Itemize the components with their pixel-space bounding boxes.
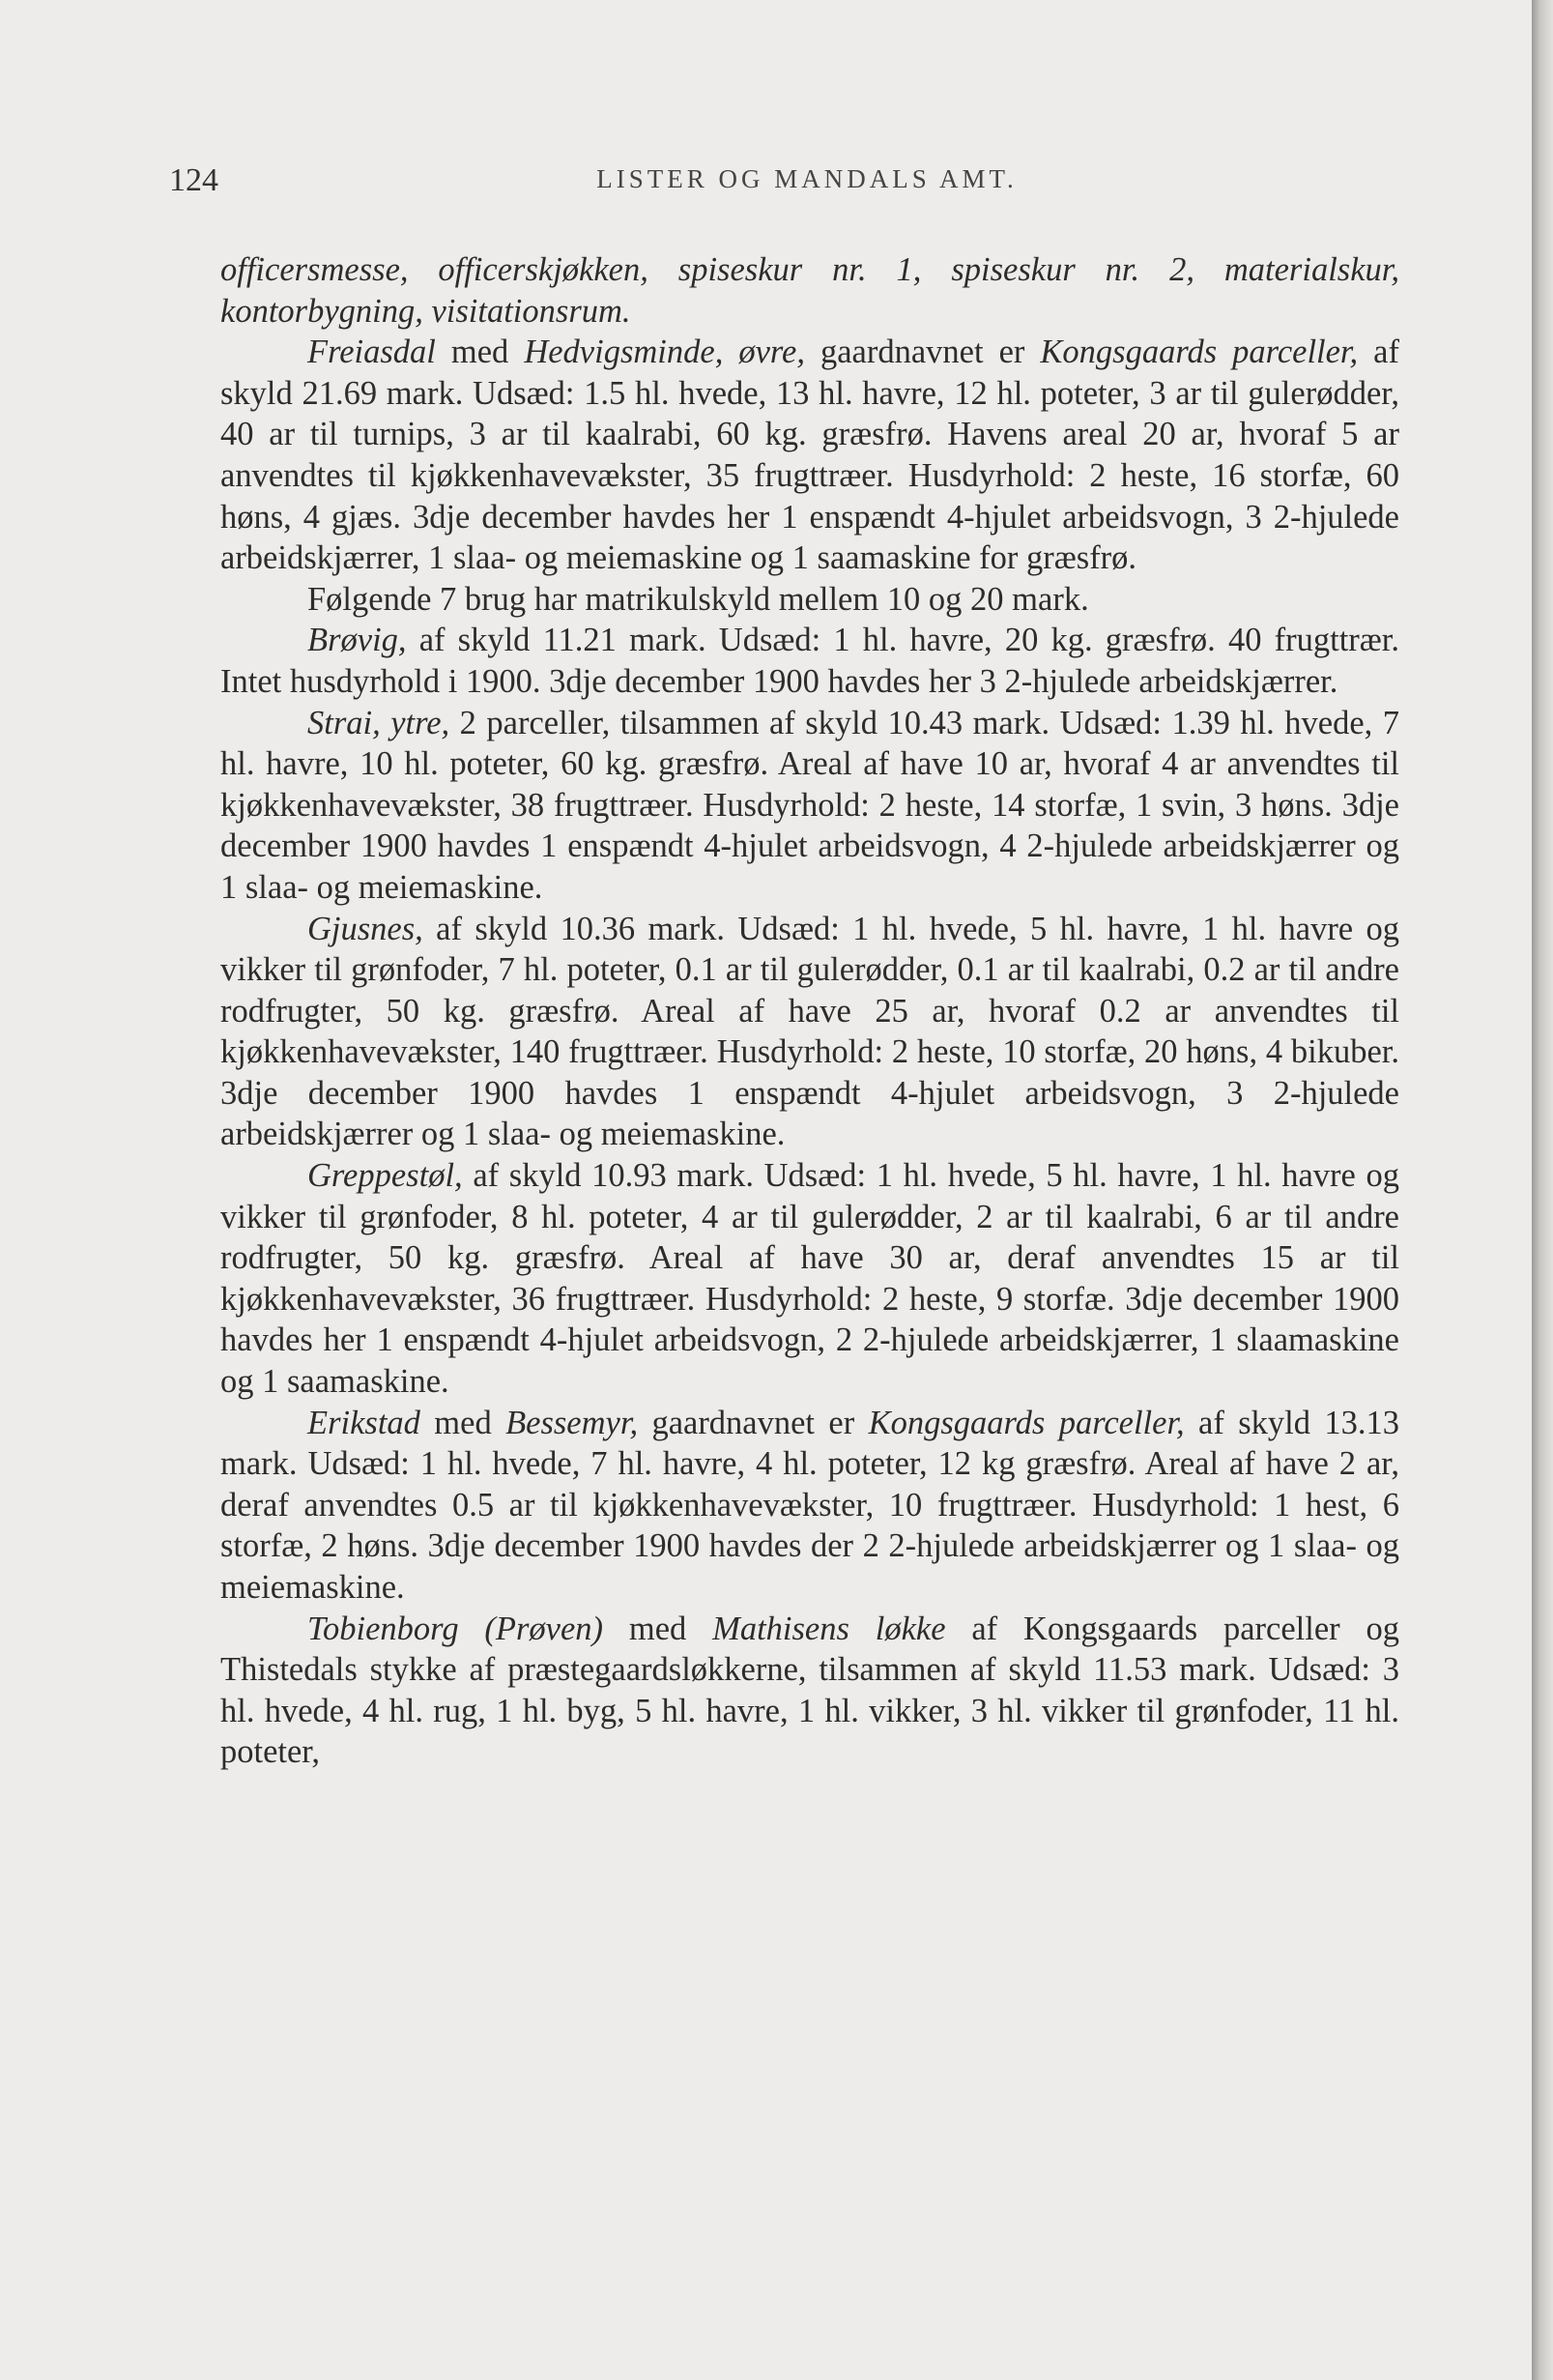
text-segment: Gjusnes, [307,910,423,947]
text-segment: Tobienborg (Prøven) [307,1610,604,1647]
text-segment: af skyld 21.69 mark. Udsæd: 1.5 hl. hvede, 13 hl. havre, 12 hl. poteter, 3 ar til gulerødder, 40 ar til turnips, 3 ar til kaalrabi, 60 kg. græsfrø. Havens areal 20 ar, hvoraf 5 ar anvendtes til kjøkkenhavevækster, 35 frugttræer. Husdyrhold: 2 heste, 16 storfæ, 60 høns, 4 gjæs. 3dje december havdes her 1 enspændt 4-hjulet arbeidsvogn, 3 2-hjulede arbeidskjærrer, 1 slaa- og meiemaskine og 1 saamaskine for græsfrø. [220,334,1399,577]
text-segment: Greppestøl, [307,1157,463,1195]
text-segment: Erikstad [307,1404,420,1441]
page-edge-shadow [1532,0,1553,2380]
text-segment: af Kongsgaards parceller og Thistedals stykke af præstegaardsløkkerne, tilsammen af skyld 11.53 mark. Udsæd: 3 hl. hvede, 4 hl. rug, 1 hl. byg, 5 hl. havre, 1 hl. vikker, 3 hl. vikker til grønfoder, 11 hl. poteter, [220,1610,1399,1771]
text-segment: 2 parceller, tilsammen af skyld 10.43 mark. Udsæd: 1.39 hl. hvede, 7 hl. havre, 10 hl. poteter, 60 kg. græsfrø. Areal af have 10 ar, hvoraf 4 ar anvendtes til kjøkkenhavevækster, 38 frugttræer. Husdyrhold: 2 heste, 14 storfæ, 1 svin, 3 høns. 3dje december 1900 havdes 1 enspændt 4-hjulet arbeidsvogn, 4 2-hjulede arbeidskjærrer og 1 slaa- og meiemaskine. [220,704,1400,906]
text-segment: gaardnavnet er [804,334,1041,371]
paragraph [220,703,1399,909]
text-segment: Brøvig, [307,622,407,659]
page-header [169,162,1406,211]
text-segment: Følgende 7 brug har matrikulskyld mellem 10 og 20 mark. [307,580,1089,618]
text-segment: af skyld 11.21 mark. Udsæd: 1 hl. havre, 20 kg. græsfrø. 40 frugttrær. Intet husdyrhold i 1900. 3dje december 1900 havdes her 3 2-hjulede arbeidskjærrer. [220,622,1399,700]
text-segment: Kongsgaards parceller, [1040,334,1359,371]
text-segment: med [603,1610,713,1647]
paragraph [220,1155,1399,1403]
paragraph [220,579,1399,621]
paragraph [220,1403,1399,1609]
text-segment: Mathisens løkke [712,1610,946,1647]
text-segment: med [435,334,525,371]
text-segment: Bessemyr, [505,1404,639,1441]
page-number: 124 [169,162,218,198]
text-segment: Hedvigsminde, øvre, [524,334,805,371]
paragraph [220,1609,1399,1773]
text-segment: gaardnavnet er [638,1404,869,1441]
paragraph [220,249,1399,332]
text-segment: Kongsgaards parceller, [868,1404,1185,1441]
body-text [220,249,1399,1773]
paragraph [220,332,1399,579]
text-segment: af skyld 10.36 mark. Udsæd: 1 hl. hvede, 5 hl. havre, 1 hl. havre og vikker til grønfoder, 7 hl. poteter, 0.1 ar til gulerødder, 0.1 ar til kaalrabi, 0.2 ar til andre rodfrugter, 50 kg. græsfrø. Areal af have 25 ar, hvoraf 0.2 ar anvendtes til kjøkkenhavevækster, 140 frugttræer. Husdyrhold: 2 heste, 10 storfæ, 20 høns, 4 bikuber. 3dje december 1900 havdes 1 enspændt 4-hjulet arbeidsvogn, 3 2-hjulede arbeidskjærrer og 1 slaa- og meiemaskine. [220,910,1399,1153]
running-title: LISTER OG MANDALS AMT. [596,164,1018,193]
text-segment: af skyld 13.13 mark. Udsæd: 1 hl. hvede, 7 hl. havre, 4 hl. poteter, 12 kg græsfrø. Areal af have 2 ar, deraf anvendtes 0.5 ar til kjøkkenhavevækster, 10 frugttræer. Husdyrhold: 1 hest, 6 storfæ, 2 høns. 3dje december 1900 havdes der 2 2-hjulede arbeidskjærrer og 1 slaa- og meiemaskine. [220,1404,1399,1606]
text-segment: af skyld 10.93 mark. Udsæd: 1 hl. hvede, 5 hl. havre, 1 hl. havre og vikker til grønfoder, 8 hl. poteter, 4 ar til gulerødder, 2 ar til kaalrabi, 6 ar til andre rodfrugter, 50 kg. græsfrø. Areal af have 30 ar, deraf anvendtes 15 ar til kjøkkenhavevækster, 36 frugttræer. Husdyrhold: 2 heste, 9 storfæ. 3dje december 1900 havdes her 1 enspændt 4-hjulet arbeidsvogn, 2 2-hjulede arbeidskjærrer, 1 slaamaskine og 1 saamaskine. [220,1157,1399,1401]
paragraph [220,620,1399,702]
text-segment: med [419,1404,506,1441]
text-segment: Strai, ytre, [307,704,450,741]
text-segment: officersmesse, officerskjøkken, spiseskur nr. 1, spiseskur nr. 2, materialskur, kontorbygning, visitationsrum. [220,251,1399,330]
text-segment: Freiasdal [307,334,436,371]
paragraph [220,909,1399,1156]
